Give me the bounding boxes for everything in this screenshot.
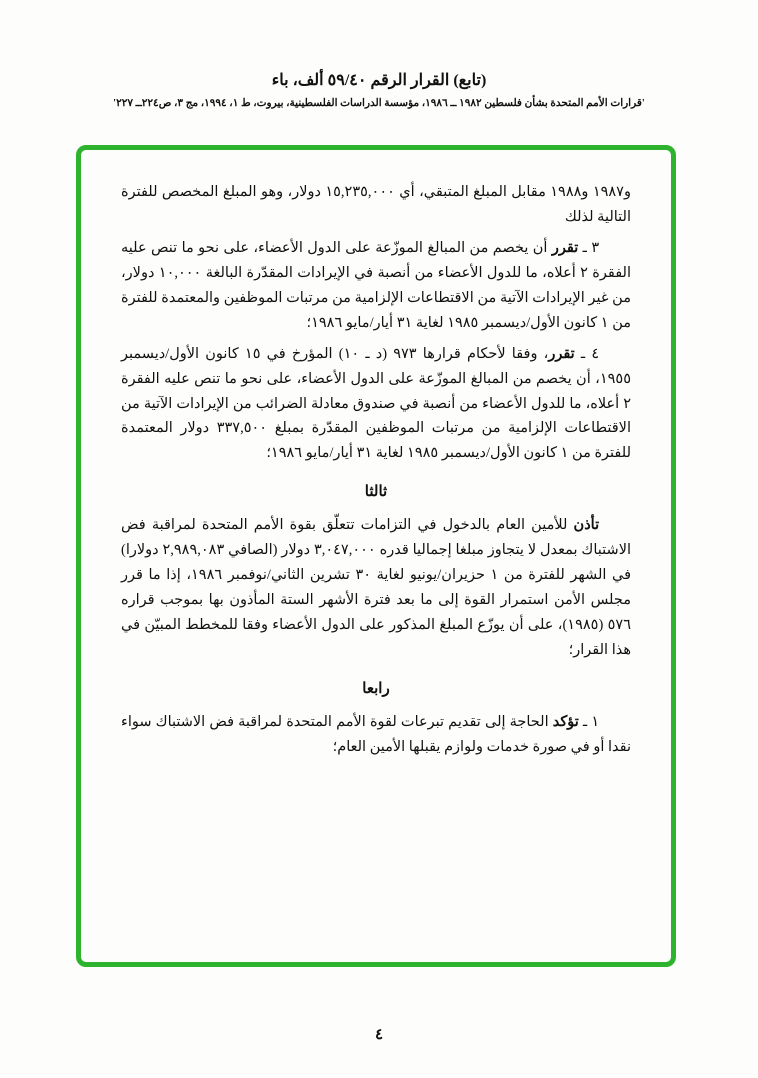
green-border-frame <box>76 145 676 967</box>
paragraph-continuation <box>121 180 631 230</box>
paragraph-text: و١٩٨٧ و١٩٨٨ مقابل المبلغ المتبقي، أي ١٥,٢٣٥,٠٠٠ دولار، وهو المبلغ المخصص للفترة التالية لذلك <box>121 184 631 225</box>
section-heading-fourth: رابعا <box>362 680 390 697</box>
paragraph-number: ١ ـ <box>578 713 600 730</box>
paragraph-lead-word: تقرر <box>551 239 579 256</box>
paragraph-number: ٤ ـ <box>574 345 600 362</box>
paragraph-lead-word: تقرر <box>548 345 575 362</box>
page-number: ٤ <box>374 1027 384 1043</box>
paragraph-text: ، وفقا لأحكام قرارها ٩٧٣ (د ـ ١٠) المؤرخ في ١٥ كانون الأول/ديسمبر ١٩٥٥، أن يخصم من المبالغ الموزّعة على الدول الأعضاء، على نحو ما تنص عليه الفقرة ٢ أعلاه، ما للدول الأعضاء من أنصبة في صندوق معادلة الضرائب من الإيرادات الآتية من الاقتطاعات الإلزامية من مرتبات الموظفين المقدّرة بمبلغ ٣٣٧,٥٠٠ دولار المعتمدة للفترة من ١ كانون الأول/ديسمبر ١٩٨٥ لغاية ٣١ أيار/مايو ١٩٨٦؛ <box>121 345 631 462</box>
page-header <box>0 70 758 109</box>
paragraph-lead-word: تؤكد <box>552 713 579 730</box>
paragraph-item-1 <box>121 710 631 760</box>
paragraph-text: أن يخصم من المبالغ الموزّعة على الدول الأعضاء، على نحو ما تنص عليه الفقرة ٢ أعلاه، ما للدول الأعضاء من أنصبة في الإيرادات المقدّرة البالغة ١٠,٠٠٠ دولار، من غير الإيرادات الآتية من الاقتطاعات الإلزامية من مرتبات الموظفين والمعتمدة للفترة من ١ كانون الأول/ديسمبر ١٩٨٥ لغاية ٣١ أيار/مايو ١٩٨٦؛ <box>121 239 631 331</box>
paragraph-text: الحاجة إلى تقديم تبرعات لقوة الأمم المتحدة لمراقبة فض الاشتباك سواء نقدا أو في صورة خدمات ولوازم يقبلها الأمين العام؛ <box>121 713 631 755</box>
document-title: (تابع) القرار الرقم ٥٩/٤٠ ألف، باء <box>271 72 487 89</box>
paragraph-lead-word: تأذن <box>573 517 600 534</box>
section-heading-third: ثالثا <box>364 484 388 501</box>
paragraph-text: للأمين العام بالدخول في التزامات تتعلّق بقوة الأمم المتحدة لمراقبة فض الاشتباك بمعدل لا يتجاوز مبلغا إجماليا قدره ٣,٠٤٧,٠٠٠ دولار (الصافي ٢,٩٨٩,٠٨٣ دولارا) في الشهر للفترة من ١ حزيران/يونيو لغاية ٣٠ تشرين الثاني/نوفمبر ١٩٨٦، إذا ما قرر مجلس الأمن استمرار القوة إلى ما بعد فترة الأشهر الستة المأذون بها بموجب قراره ٥٧٦ (١٩٨٥)، على أن يوزّع المبلغ المذكور على الدول الأعضاء وفقا للمخطط المبيّن في هذا القرار؛ <box>121 517 632 658</box>
paragraph-item-3 <box>121 236 631 336</box>
source-citation: 'قرارات الأمم المتحدة بشأن فلسطين ١٩٨٢ ــ ١٩٨٦، مؤسسة الدراسات الفلسطينية، بيروت، ط ١، ١٩٩٤، مج ٣، ص٢٢٤ــ ٢٢٧' <box>113 98 645 109</box>
paragraph-authorize <box>121 513 631 663</box>
paragraph-number: ٣ ـ <box>578 239 600 256</box>
paragraph-item-4 <box>121 342 631 467</box>
